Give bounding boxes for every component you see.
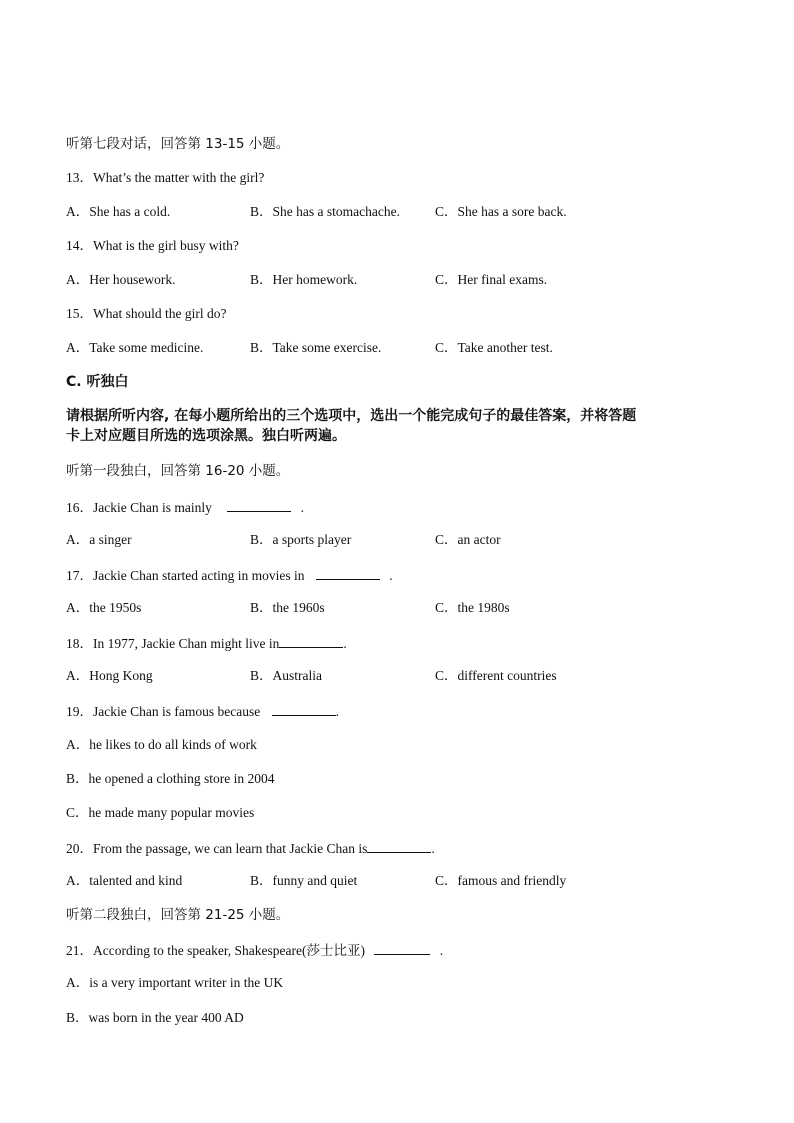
q13-option-c: C．She has a sore back. — [435, 204, 567, 219]
q18-option-a: A．Hong Kong — [66, 668, 153, 683]
q14-option-c: C．Her final exams. — [435, 272, 548, 287]
q21-option-b: B．was born in the year 400 AD — [66, 1010, 244, 1025]
q14-stem: 14．What is the girl busy with? — [66, 238, 239, 253]
q19-option-a: A．he likes to do all kinds of work — [66, 737, 257, 752]
q16-stem-text: 16．Jackie Chan is mainly — [66, 500, 212, 515]
q21-answer-blank — [374, 940, 430, 955]
q16-answer-blank — [227, 497, 291, 512]
q15-option-c: C．Take another test. — [435, 340, 553, 355]
q16-option-a: A．a singer — [66, 532, 132, 547]
q20-option-c: C．famous and friendly — [435, 873, 567, 888]
q17-option-a: A．the 1950s — [66, 600, 142, 615]
q15-option-a: A．Take some medicine. — [66, 340, 204, 355]
q13-option-a: A．She has a cold. — [66, 204, 171, 219]
q17-option-b: B．the 1960s — [250, 600, 325, 615]
monologue-2-heading: 听第二段独白，回答第 21-25 小题。 — [66, 907, 290, 923]
q21-stem — [66, 940, 443, 960]
q19-stem-end: . — [335, 704, 339, 719]
q21-stem-end: . — [439, 943, 444, 958]
q18-stem — [66, 633, 347, 653]
q14-option-a: A．Her housework. — [66, 272, 176, 287]
q17-answer-blank — [316, 565, 380, 580]
q21-option-a: A．is a very important writer in the UK — [66, 975, 284, 990]
q18-stem-text: 18．In 1977, Jackie Chan might live in — [66, 636, 280, 651]
q20-stem — [66, 838, 435, 858]
q16-stem-end: . — [300, 500, 304, 515]
part-c-instruction-line-1: 请根据所听内容, 在每小题所给出的三个选项中，选出一个能完成句子的最佳答案，并将答题 — [66, 408, 637, 424]
q19-option-b: B．he opened a clothing store in 2004 — [66, 771, 275, 786]
q17-stem-text: 17．Jackie Chan started acting in movies in — [66, 568, 305, 583]
q16-stem — [66, 497, 304, 517]
q13-stem: 13．What’s the matter with the girl? — [66, 170, 265, 185]
q18-option-c: C．different countries — [435, 668, 557, 683]
part-c-instruction-line-2: 卡上对应题目所选的选项涂黑。独白听两遍。 — [66, 428, 346, 444]
q20-stem-text: 20．From the passage, we can learn that Jackie Chan is — [66, 841, 368, 856]
q19-answer-blank — [272, 701, 336, 716]
q15-option-b: B．Take some exercise. — [250, 340, 382, 355]
section-7-heading: 听第七段对话，回答第 13-15 小题。 — [66, 136, 290, 152]
q20-answer-blank — [367, 838, 431, 853]
q18-option-b: B．Australia — [250, 668, 322, 683]
part-c-title: C. 听独白 — [66, 374, 129, 390]
q13-option-b: B．She has a stomachache. — [250, 204, 400, 219]
q15-stem: 15．What should the girl do? — [66, 306, 227, 321]
q20-stem-end: . — [431, 841, 435, 856]
q17-stem-end: . — [389, 568, 393, 583]
q19-option-c: C．he made many popular movies — [66, 805, 255, 820]
q18-stem-end: . — [343, 636, 347, 651]
q20-option-b: B．funny and quiet — [250, 873, 358, 888]
q19-stem — [66, 701, 339, 721]
q20-option-a: A．talented and kind — [66, 873, 183, 888]
q14-option-b: B．Her homework. — [250, 272, 358, 287]
q18-answer-blank — [279, 633, 343, 648]
q17-stem — [66, 565, 393, 585]
q17-option-c: C．the 1980s — [435, 600, 510, 615]
q16-option-b: B．a sports player — [250, 532, 352, 547]
monologue-1-heading: 听第一段独白，回答第 16-20 小题。 — [66, 463, 290, 479]
q19-stem-text: 19．Jackie Chan is famous because — [66, 704, 261, 719]
q16-option-c: C．an actor — [435, 532, 501, 547]
q21-stem-text: 21．According to the speaker, Shakespeare(莎士比亚) — [66, 943, 365, 958]
